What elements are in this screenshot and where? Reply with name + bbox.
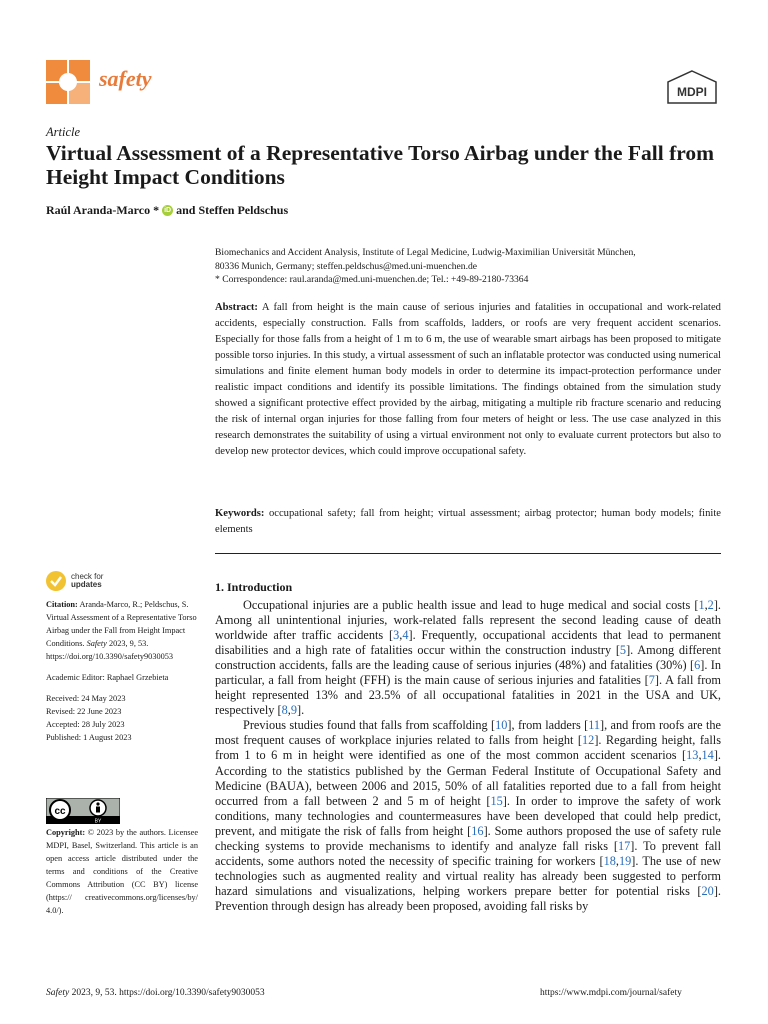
reference-link[interactable]: 7	[648, 673, 655, 688]
correspondence: * Correspondence: raul.aranda@med.uni-muenchen.de; Tel.: +49-89-2180-73364	[215, 274, 529, 285]
citation-label: Citation:	[46, 600, 78, 609]
keywords	[215, 506, 721, 538]
date-received: Received: 24 May 2023	[46, 694, 126, 703]
date-published: Published: 1 August 2023	[46, 733, 132, 742]
author-list	[46, 203, 288, 218]
citation-doi[interactable]: 2023, 9, 53. https://doi.org/10.3390/safety9030053	[46, 639, 174, 661]
body-text: ], from ladders [	[507, 718, 589, 733]
abstract	[215, 300, 721, 460]
date-revised: Revised: 22 June 2023	[46, 707, 122, 716]
abstract-text: A fall from height is the main cause of serious injuries and fatalities in occupational and work-related accidents, especially construction. Falls from scaffolds, ladders, or roofs are very frequent accident scenarios. Especially for those falls from a height of 1 m to 6 m, the use of wearable smart airbags has been proposed to mitigate possible torso injuries. In this study, a virtual assessment of such an inflatable protector was conducted using numerical simulations and finite element human body models in order to determine its impact-protection performance under realistic impact conditions and identify its possible limitations. The findings obtained from the simulation study showed a significant protective effect provided by the airbag, mitigating a multiple rib fracture scenario and reducing the risk of internal organ injuries for those falling from four meters of height or less. The use case analyzed in this research demonstrates the suitability of using a virtual environment not only to evaluate current protectors but also to develop new protector devices, which could improve occupational safety.	[215, 302, 721, 457]
keywords-text: occupational safety; fall from height; virtual assessment; airbag protector; human body models; finite elements	[215, 508, 721, 535]
body-paragraph-2	[215, 718, 721, 914]
article-body	[215, 598, 721, 914]
check-updates-line-2: updates	[71, 580, 102, 589]
footer-journal-url[interactable]: https://www.mdpi.com/journal/safety	[540, 988, 682, 998]
body-paragraph-1	[215, 598, 721, 718]
check-updates-icon	[46, 571, 66, 591]
other-authors: and Steffen Peldschus	[176, 203, 289, 217]
reference-link[interactable]: 8	[281, 703, 288, 718]
article-title: Virtual Assessment of a Representative Torso Airbag under the Fall from Height Impact Conditions	[46, 141, 715, 189]
reference-link[interactable]: 19	[619, 853, 632, 868]
body-text: ]. To prevent fall accidents, some authors noted the necessity of specific training for workers [	[215, 838, 721, 868]
body-text: ]. According to the statistics published by the German Federal Institute of Occupational Safety and Medicine (BAUA), between 2006 and 2015, 50% of all fatalities reported due to a fall from height occurred from a fall between 2 and 5 m of height [	[215, 748, 721, 808]
reference-link[interactable]: 11	[588, 718, 601, 733]
orcid-icon[interactable]: iD	[164, 207, 172, 214]
body-text: ]. Some authors proposed the use of safety rule checking systems to provide mechanisms to identify and analyze fall risks [	[215, 823, 721, 853]
body-text: ,	[704, 598, 708, 612]
reference-link[interactable]: 16	[471, 823, 484, 838]
body-text: ,	[287, 703, 291, 718]
body-text: ]. Regarding height, falls from 1 to 6 m in height were identified as one of the most common accident scenarios [	[215, 733, 721, 763]
svg-text:BY: BY	[94, 818, 102, 824]
citation-text: Aranda-Marco, R.; Peldschus, S. Virtual Assessment of a Representative Torso Airbag under the Fall from Height Impact Conditions.	[46, 600, 197, 648]
keywords-label: Keywords:	[215, 508, 265, 519]
copyright-text: © 2023 by the authors. Licensee MDPI, Basel, Switzerland. This article is an open access article distributed under the terms and conditions of the Creative Commons Attribution (CC BY) license (https:// creativecommons.org/licenses/by/ 4.0/).	[46, 828, 199, 915]
article-sidebar	[46, 598, 198, 752]
footer-doi[interactable]: 2023, 9, 53. https://doi.org/10.3390/safety9030053	[71, 988, 265, 998]
reference-link[interactable]: 10	[495, 718, 508, 733]
body-text: ]. Among different construction accidents, falls are the leading cause of serious injuries (48%) and fatalities (30%) [	[215, 643, 722, 673]
mdpi-text: MDPI	[677, 85, 707, 99]
affiliation-line-1: Biomechanics and Accident Analysis, Institute of Legal Medicine, Ludwig-Maximilian Universität München,	[215, 247, 636, 258]
reference-link[interactable]: 1	[698, 598, 705, 612]
cc-by-license-icon[interactable]	[46, 798, 120, 824]
footer-citation	[46, 988, 265, 998]
citation	[46, 598, 198, 663]
body-text: ]. The use of new technologies such as augmented reality and virtual reality has already been suggested to perform hazard simulations and visualizations, helping workers prepare better for potential risks [	[215, 853, 722, 898]
affiliation-line-2: 80336 Munich, Germany; steffen.peldschus@med.uni-muenchen.de	[215, 260, 478, 272]
body-text: ]. In order to improve the safety of work conditions, many technologies and countermeasures have been developed that could help predict, prevent, and mitigate the risk of falls from height [	[215, 793, 721, 838]
journal-name: safety	[99, 66, 152, 91]
body-text: ]. A fall from height represented 13% and 23.5% of all occupational fatalities in 2021 in the USA and UK, respectively [	[215, 673, 721, 718]
article-type: Article	[46, 125, 81, 139]
reference-link[interactable]: 20	[701, 883, 714, 898]
body-text: ]. Prevention through design has already been proposed, avoiding fall risks by	[215, 883, 721, 913]
svg-text:cc: cc	[54, 806, 66, 817]
footer-journal: Safety	[46, 988, 70, 998]
body-text: ]. Frequently, occupational accidents that lead to permanent disabilities and a high rate of fatalities occur within the construction industry [	[215, 628, 721, 658]
copyright-label: Copyright:	[46, 828, 86, 837]
check-updates-line-1: check for	[71, 572, 104, 581]
abstract-label: Abstract:	[215, 302, 258, 313]
body-text: ,	[698, 748, 702, 763]
reference-link[interactable]: 2	[707, 598, 714, 612]
body-text: Previous studies found that falls from scaffolding [	[243, 718, 496, 733]
reference-link[interactable]: 18	[603, 853, 616, 868]
body-text: ,	[615, 853, 619, 868]
reference-link[interactable]: 12	[582, 733, 595, 748]
reference-link[interactable]: 4	[402, 628, 409, 643]
mdpi-logo-icon	[666, 70, 718, 104]
affiliation	[215, 246, 725, 287]
body-text: ].	[296, 703, 305, 718]
section-divider	[215, 553, 721, 554]
check-for-updates-button[interactable]	[46, 570, 146, 592]
body-text: ]. Among all unintentional injuries, work-related falls represent the second leading cause of death worldwide after traffic accidents [	[215, 598, 721, 643]
reference-link[interactable]: 17	[617, 838, 631, 853]
reference-link[interactable]: 15	[490, 793, 503, 808]
date-accepted: Accepted: 28 July 2023	[46, 720, 125, 729]
reference-link[interactable]: 13	[686, 748, 699, 763]
section-heading: 1. Introduction	[215, 580, 293, 594]
body-text: ,	[399, 628, 403, 643]
reference-link[interactable]: 3	[393, 628, 400, 643]
safety-logo-icon	[46, 60, 90, 104]
body-text: Occupational injuries are a public health issue and lead to huge medical and social costs [	[243, 598, 699, 612]
citation-journal: Safety	[86, 639, 107, 648]
reference-link[interactable]: 14	[701, 748, 714, 763]
academic-editor: Academic Editor: Raphael Grzebieta	[46, 673, 169, 682]
first-author[interactable]: Raúl Aranda-Marco *	[46, 203, 160, 217]
reference-link[interactable]: 6	[694, 658, 701, 673]
copyright-notice	[46, 826, 198, 917]
body-text: ]. In particular, a fall from height (FFH) is the main cause of serious injuries and fatalities [	[215, 658, 721, 688]
reference-link[interactable]: 9	[290, 703, 297, 718]
reference-link[interactable]: 5	[619, 643, 627, 658]
body-text: ], and from roofs are the most frequent causes of workplace injuries related to falls from height [	[215, 718, 721, 748]
